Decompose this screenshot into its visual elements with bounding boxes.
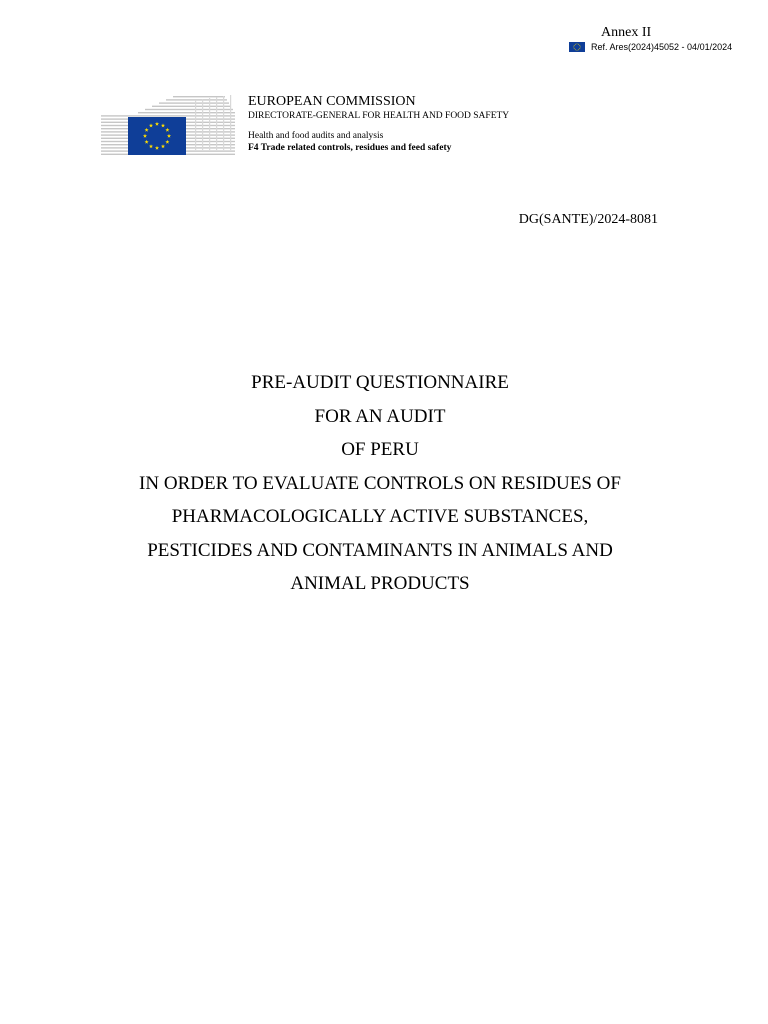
- logo-column: [202, 99, 203, 150]
- title-line: FOR AN AUDIT: [314, 405, 446, 427]
- annex-label: Annex II: [601, 25, 652, 40]
- document-title: [60, 366, 700, 601]
- title-line: PESTICIDES AND CONTAMINANTS IN ANIMALS AND: [147, 539, 613, 561]
- eu-flag-icon: [569, 42, 585, 52]
- logo-stripe: [152, 106, 231, 107]
- title-line: IN ORDER TO EVALUATE CONTROLS ON RESIDUES OF: [139, 472, 621, 494]
- organisation-block: [248, 94, 509, 154]
- ares-reference-text: Ref. Ares(2024)45052 - 04/01/2024: [591, 42, 733, 52]
- document-reference: DG(SANTE)/2024-8081: [518, 212, 658, 227]
- organisation-name: EUROPEAN COMMISSION: [248, 94, 416, 109]
- logo-stripe: [159, 102, 229, 103]
- unit-name: F4 Trade related controls, residues and feed safety: [248, 143, 452, 153]
- logo-column: [216, 97, 217, 150]
- logo-stripe: [101, 115, 235, 116]
- logo-column: [223, 96, 224, 150]
- logo-stripe: [166, 99, 227, 100]
- logo-stripe: [145, 109, 233, 110]
- directorate-general: DIRECTORATE-GENERAL FOR HEALTH AND FOOD SAFETY: [248, 111, 510, 121]
- european-commission-logo: [101, 94, 235, 156]
- logo-column: [230, 95, 231, 150]
- title-line: PRE-AUDIT QUESTIONNAIRE: [251, 372, 509, 393]
- logo-stripe: [138, 112, 235, 113]
- logo-column: [209, 98, 210, 150]
- title-line: PHARMACOLOGICALLY ACTIVE SUBSTANCES,: [171, 506, 589, 527]
- title-line: OF PERU: [341, 439, 419, 460]
- ares-reference: [569, 41, 732, 53]
- title-line: ANIMAL PRODUCTS: [290, 573, 470, 594]
- directorate-unit: Health and food audits and analysis: [248, 131, 384, 141]
- logo-column: [195, 100, 196, 150]
